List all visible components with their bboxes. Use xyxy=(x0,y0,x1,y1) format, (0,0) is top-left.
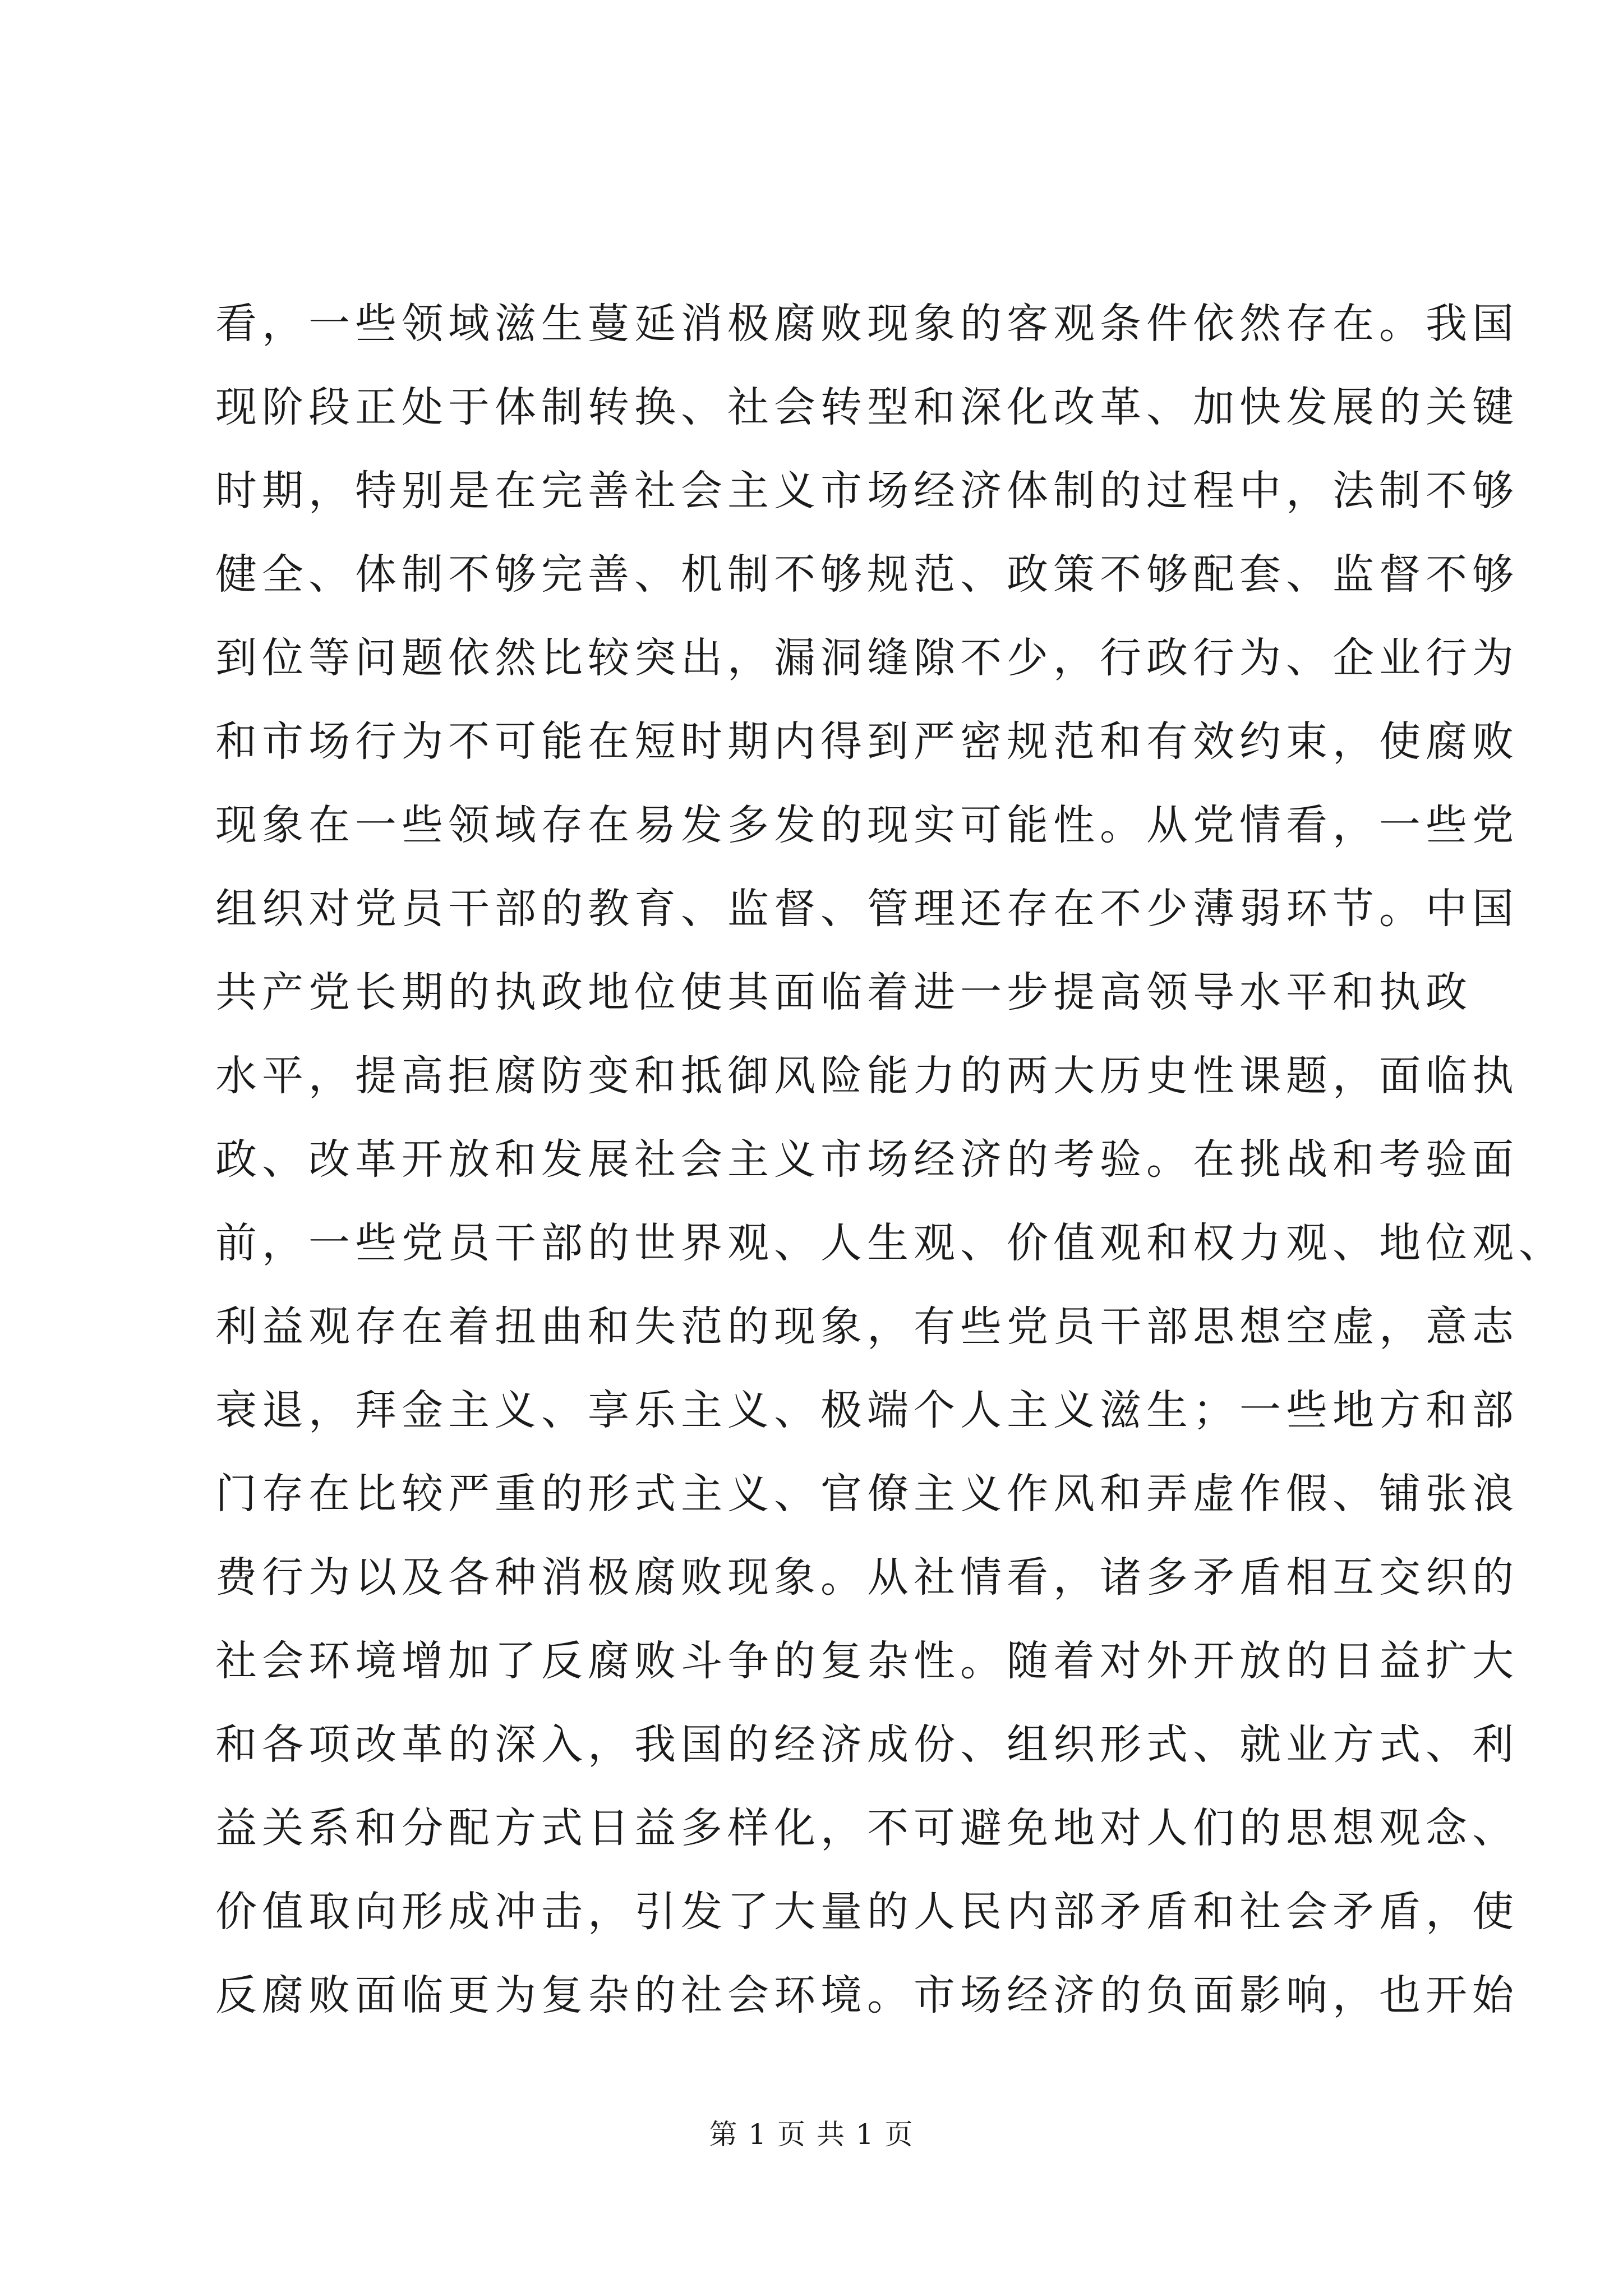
text-line: 反腐败面临更为复杂的社会环境。市场经济的负面影响，也开始 xyxy=(215,1971,1519,2019)
text-line: 现象在一些领域存在易发多发的现实可能性。从党情看，一些党 xyxy=(215,801,1519,849)
text-line: 到位等问题依然比较突出，漏洞缝隙不少，行政行为、企业行为 xyxy=(215,634,1519,682)
text-line: 现阶段正处于体制转换、社会转型和深化改革、加快发展的关键 xyxy=(215,383,1519,431)
page-number: 第 1 页 共 1 页 xyxy=(709,2118,914,2151)
text-line: 价值取向形成冲击，引发了大量的人民内部矛盾和社会矛盾，使 xyxy=(215,1888,1519,1936)
text-line: 健全、体制不够完善、机制不够规范、政策不够配套、监督不够 xyxy=(215,550,1519,599)
text-line: 益关系和分配方式日益多样化，不可避免地对人们的思想观念、 xyxy=(215,1804,1519,1852)
text-line: 和各项改革的深入，我国的经济成份、组织形式、就业方式、利 xyxy=(215,1720,1519,1769)
text-line: 时期，特别是在完善社会主义市场经济体制的过程中，法制不够 xyxy=(215,467,1519,515)
text-line: 社会环境增加了反腐败斗争的复杂性。随着对外开放的日益扩大 xyxy=(215,1637,1519,1685)
text-line: 水平，提高拒腐防变和抵御风险能力的两大历史性课题，面临执 xyxy=(215,1052,1519,1100)
text-line: 衰退，拜金主义、享乐主义、极端个人主义滋生；一些地方和部 xyxy=(215,1386,1519,1434)
text-line: 看，一些领域滋生蔓延消极腐败现象的客观条件依然存在。我国 xyxy=(215,300,1519,348)
text-line: 利益观存在着扭曲和失范的现象，有些党员干部思想空虚，意志 xyxy=(215,1303,1519,1351)
text-line: 费行为以及各种消极腐败现象。从社情看，诸多矛盾相互交织的 xyxy=(215,1553,1519,1602)
text-line: 共产党长期的执政地位使其面临着进一步提高领导水平和执政 xyxy=(215,968,1472,1016)
text-line: 前，一些党员干部的世界观、人生观、价值观和权力观、地位观、 xyxy=(215,1219,1565,1267)
text-line: 门存在比较严重的形式主义、官僚主义作风和弄虚作假、铺张浪 xyxy=(215,1470,1519,1518)
text-line: 政、改革开放和发展社会主义市场经济的考验。在挑战和考验面 xyxy=(215,1135,1519,1184)
text-line: 组织对党员干部的教育、监督、管理还存在不少薄弱环节。中国 xyxy=(215,885,1519,933)
body-text xyxy=(215,282,1565,2037)
page-footer xyxy=(0,2112,1623,2152)
text-line: 和市场行为不可能在短时期内得到严密规范和有效约束，使腐败 xyxy=(215,717,1519,766)
